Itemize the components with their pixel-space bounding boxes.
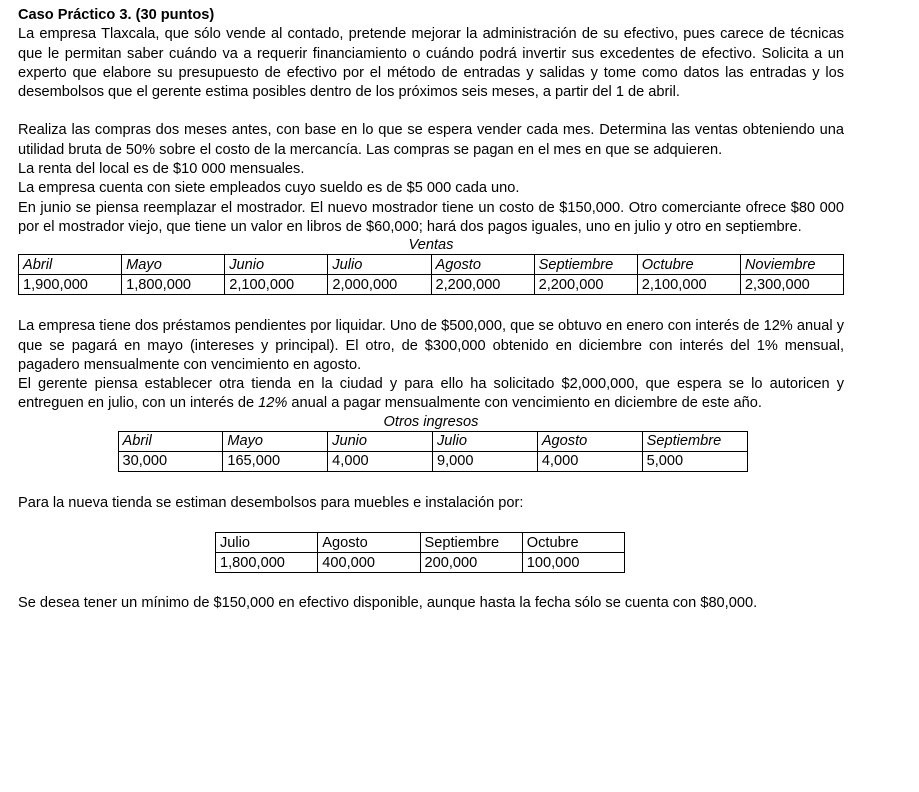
- ventas-value-cell: 2,000,000: [328, 275, 431, 295]
- muebles-value-cell: 100,000: [522, 553, 624, 573]
- ventas-value-cell: 2,200,000: [431, 275, 534, 295]
- otros-ingresos-table: [118, 431, 748, 472]
- ventas-header-cell: Julio: [328, 255, 431, 275]
- ventas-header-cell: Noviembre: [740, 255, 843, 275]
- tienda-text-after: anual a pagar mensualmente con vencimiento en diciembre de este año.: [287, 395, 762, 412]
- ventas-header-cell: Junio: [225, 255, 328, 275]
- ventas-value-cell: 1,800,000: [122, 275, 225, 295]
- empleados-paragraph: La empresa cuenta con siete empleados cuyo sueldo es de $5 000 cada uno.: [18, 180, 520, 197]
- muebles-header-row: [216, 533, 625, 553]
- otros-header-cell: Agosto: [537, 431, 642, 451]
- otros-value-cell: 9,000: [432, 451, 537, 471]
- tienda-paragraph: [18, 375, 844, 414]
- ventas-value-cell: 2,200,000: [534, 275, 637, 295]
- ventas-header-row: [19, 255, 844, 275]
- muebles-value-cell: 200,000: [420, 553, 522, 573]
- otros-table-wrap: [18, 431, 844, 472]
- muebles-value-row: [216, 553, 625, 573]
- prestamos-paragraph: La empresa tiene dos préstamos pendientes por liquidar. Uno de $500,000, que se obtuvo en enero con interés de 12% anual y que se pagará en mayo (intereses y principal). El otro, de $300,000 obtenido en diciembre con interés del 1% mensual, pagadero mensualmente con vencimiento en agosto.: [18, 318, 844, 373]
- muebles-intro: Para la nueva tienda se estiman desembolsos para muebles e instalación por:: [18, 494, 524, 511]
- ventas-header-cell: Abril: [19, 255, 122, 275]
- minimo-paragraph: Se desea tener un mínimo de $150,000 en efectivo disponible, aunque hasta la fecha sólo se cuenta con $80,000.: [18, 595, 758, 612]
- ventas-header-cell: Septiembre: [534, 255, 637, 275]
- ventas-value-row: [19, 275, 844, 295]
- muebles-header-cell: Septiembre: [420, 533, 522, 553]
- mostrador-paragraph: En junio se piensa reemplazar el mostrador. El nuevo mostrador tiene un costo de $150,000. Otro comerciante ofrece $80 000 por el mostrador viejo, que tiene un valor en libros de $60,000; hará dos pagos iguales, uno en julio y otro en septiembre.: [18, 199, 844, 235]
- muebles-header-cell: Octubre: [522, 533, 624, 553]
- ventas-header-cell: Octubre: [637, 255, 740, 275]
- ventas-value-cell: 1,900,000: [19, 275, 122, 295]
- document-page: [18, 6, 844, 613]
- renta-paragraph: La renta del local es de $10 000 mensuales.: [18, 161, 305, 178]
- otros-header-cell: Julio: [432, 431, 537, 451]
- otros-value-cell: 5,000: [642, 451, 747, 471]
- otros-value-cell: 4,000: [328, 451, 433, 471]
- compras-paragraph: Realiza las compras dos meses antes, con base en lo que se espera vender cada mes. Determina las ventas obteniendo una utilidad bruta de 50% sobre el costo de la mercancía. Las compras se pagan en el mes en que se adquieren.: [18, 122, 844, 158]
- otros-header-cell: Mayo: [223, 431, 328, 451]
- muebles-header-cell: Agosto: [318, 533, 420, 553]
- otros-header-cell: Septiembre: [642, 431, 747, 451]
- ventas-table: [18, 254, 844, 295]
- otros-value-row: [118, 451, 747, 471]
- otros-value-cell: 165,000: [223, 451, 328, 471]
- otros-value-cell: 30,000: [118, 451, 223, 471]
- ventas-header-cell: Agosto: [431, 255, 534, 275]
- ventas-header-cell: Mayo: [122, 255, 225, 275]
- tienda-rate: 12%: [258, 395, 288, 412]
- ventas-value-cell: 2,100,000: [637, 275, 740, 295]
- otros-caption: Otros ingresos: [383, 413, 479, 430]
- ventas-caption: Ventas: [408, 237, 454, 254]
- ventas-value-cell: 2,300,000: [740, 275, 843, 295]
- otros-header-row: [118, 431, 747, 451]
- otros-header-cell: Junio: [328, 431, 433, 451]
- ventas-value-cell: 2,100,000: [225, 275, 328, 295]
- otros-value-cell: 4,000: [537, 451, 642, 471]
- muebles-value-cell: 1,800,000: [216, 553, 318, 573]
- tienda-text-before: El gerente piensa establecer otra tienda en la ciudad y para ello ha solicitado $2,000,000, que espera se lo autoricen y entreguen en julio, con un interés de: [18, 376, 844, 412]
- intro-paragraph: La empresa Tlaxcala, que sólo vende al contado, pretende mejorar la administración de su efectivo, pues carece de técnicas que le permitan saber cuándo va a requerir financiamiento o cuándo podrá invertir sus excedentes de efectivo. Solicita a un experto que elabore su presupuesto de efectivo por el método de entradas y salidas y tome como datos las entradas y los desembolsos que el gerente estima posibles dentro de los próximos seis meses, a partir del 1 de abril.: [18, 26, 844, 101]
- otros-header-cell: Abril: [118, 431, 223, 451]
- muebles-header-cell: Julio: [216, 533, 318, 553]
- muebles-value-cell: 400,000: [318, 553, 420, 573]
- muebles-table-wrap: [18, 532, 844, 573]
- case-title: Caso Práctico 3. (30 puntos): [18, 7, 215, 23]
- muebles-table: [215, 532, 625, 573]
